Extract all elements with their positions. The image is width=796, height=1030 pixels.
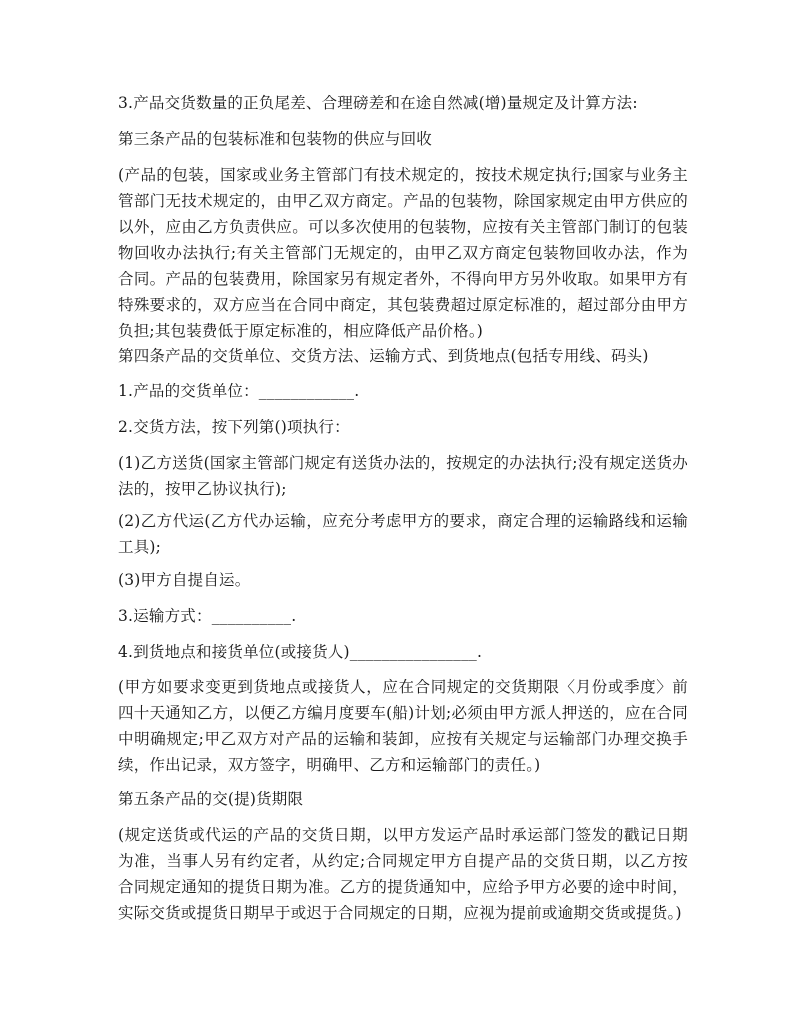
clause-4-note: (甲方如要求变更到货地点或接货人，应在合同规定的交货期限〈月份或季度〉前四十天通知乙方，以便乙方编月度要车(船)计划;必须由甲方派人押送的，应在合同中明确规定;甲乙双方对产品的运输和装卸，应按有关规定与运输部门办理交换手续，作出记录，双方签字，明确甲、乙方和运输部门的责任。) (118, 678, 688, 774)
item-2-seller-shipping: (2)乙方代运(乙方代办运输，应充分考虑甲方的要求，商定合理的运输路线和运输工具); (118, 512, 688, 556)
clause-4-destination-receiver: 4.到货地点和接货单位(或接货人)________________. (118, 643, 483, 661)
clause-2-delivery-method: 2.交货方法，按下列第()项执行： (118, 418, 350, 436)
item-1-seller-delivery: (1)乙方送货(国家主管部门规定有送货办法的，按规定的办法执行;没有规定送货办法的，按甲乙协议执行); (118, 454, 688, 498)
clause-1-delivery-unit: 1.产品的交货单位：____________. (118, 382, 360, 400)
clause-3-transport-mode: 3.运输方式：__________. (118, 607, 297, 625)
article-3-heading: 第三条产品的包装标准和包装物的供应与回收 (118, 130, 433, 148)
clause-3-quantity-tolerance: 3.产品交货数量的正负尾差、合理磅差和在途自然减(增)量规定及计算方法: (118, 94, 638, 112)
article-4-heading: 第四条产品的交货单位、交货方法、运输方式、到货地点(包括专用线、码头) (118, 347, 649, 365)
article-5-heading: 第五条产品的交(提)货期限 (118, 790, 304, 808)
article-3-body: (产品的包装，国家或业务主管部门有技术规定的，按技术规定执行;国家与业务主管部门无技术规定的，由甲乙双方商定。产品的包装物，除国家规定由甲方供应的以外，应由乙方负责供应。可以多次使用的包装物，应按有关主管部门制订的包装物回收办法执行;有关主管部门无规定的，由甲乙双方商定包装物回收办法，作为合同。产品的包装费用，除国家另有规定者外，不得向甲方另外收取。如果甲方有特殊要求的，双方应当在合同中商定，其包装费超过原定标准的，超过部分由甲方负担;其包装费低于原定标准的，相应降低产品价格。) (118, 166, 688, 340)
article-5-body: (规定送货或代运的产品的交货日期，以甲方发运产品时承运部门签发的戳记日期为准，当事人另有约定者，从约定;合同规定甲方自提产品的交货日期，以乙方按合同规定通知的提货日期为准。乙方的提货通知中，应给予甲方必要的途中时间，实际交货或提货日期早于或迟于合同规定的日期，应视为提前或逾期交货或提货。) (118, 826, 688, 922)
item-3-buyer-pickup: (3)甲方自提自运。 (118, 571, 251, 589)
